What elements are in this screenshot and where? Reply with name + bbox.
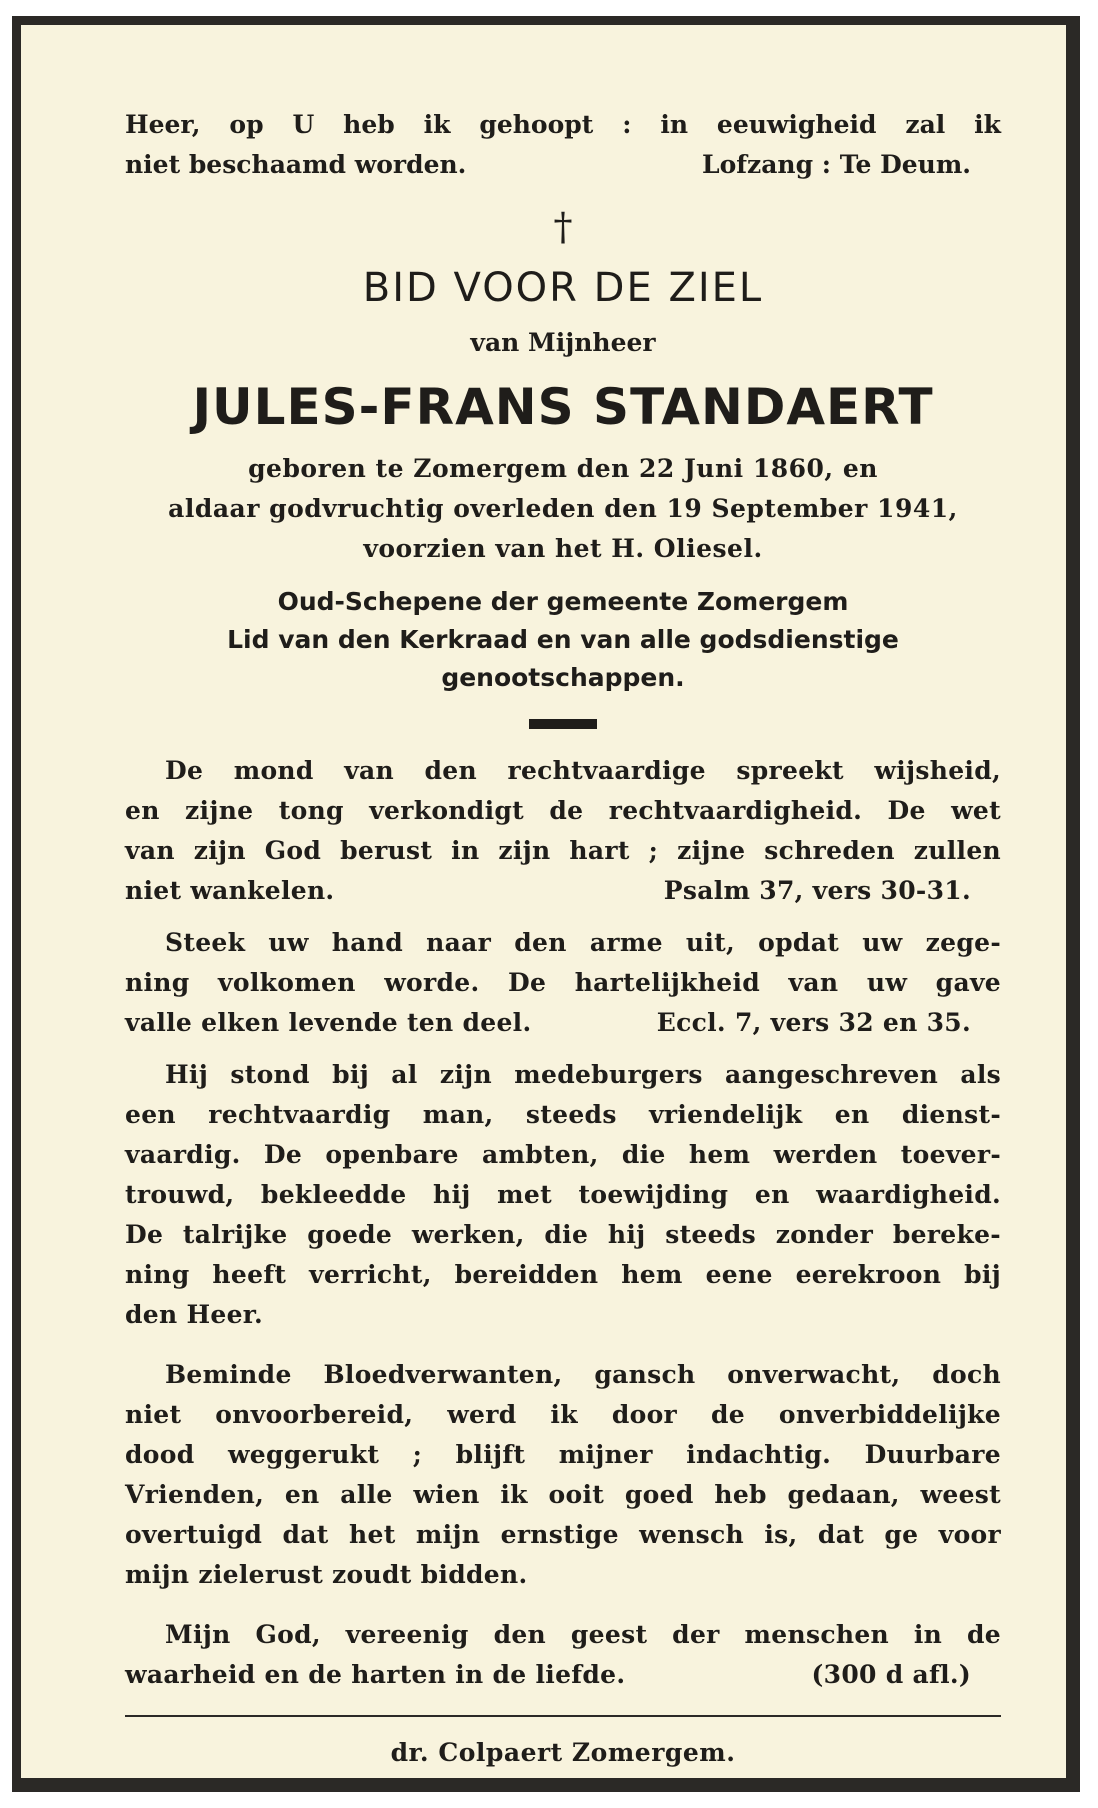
tribute-line: den Heer. <box>125 1300 263 1329</box>
epigraph-line-1 <box>125 105 1001 145</box>
psalm-line-end: niet wankelen. <box>125 876 335 905</box>
prayer-heading: BID VOOR DE ZIEL <box>362 265 764 311</box>
printer-credit: dr. Colpaert Zomergem. <box>390 1738 736 1767</box>
honorific: van Mijnheer <box>470 328 656 357</box>
psalm-line: en zijne tong verkondigt de rechtvaardigheid. De wet <box>125 796 1001 825</box>
tribute-line: vaardig. De openbare ambten, die hem werden toever- <box>125 1140 1001 1169</box>
deceased-name: JULES-FRANS STANDAERT <box>192 378 934 436</box>
prayer-line: Mijn God, vereenig den geest der menschen in de <box>165 1620 1001 1649</box>
tribute-line: een rechtvaardig man, steeds vriendelijk en dienst- <box>125 1100 1001 1129</box>
epigraph-text: Heer, op U heb ik gehoopt : in eeuwigheid zal ik <box>125 110 1001 139</box>
title-line: Lid van den Kerkraad en van alle godsdienstige <box>227 625 899 654</box>
life-dates-line: aldaar godvruchtig overleden den 19 September 1941, <box>168 494 958 523</box>
life-dates-line: geboren te Zomergem den 22 Juni 1860, en <box>248 454 878 483</box>
eccl-line: Steek uw hand naar den arme uit, opdat uw zege- <box>165 928 1001 957</box>
farewell-line: niet onvoorbereid, werd ik door de onverbiddelijke <box>125 1400 1001 1429</box>
ecclesiastes-paragraph <box>125 923 1001 1043</box>
memorial-card <box>12 16 1080 1792</box>
farewell-line: Vrienden, en alle wien ik ooit goed heb gedaan, weest <box>125 1480 1001 1509</box>
title-line: genootschappen. <box>441 663 685 692</box>
psalm-reference: Psalm 37, vers 30-31. <box>663 876 971 905</box>
epigraph <box>125 105 1001 185</box>
farewell-line: overtuigd dat het mijn ernstige wensch is, dat ge voor <box>125 1520 1001 1549</box>
eccl-reference: Eccl. 7, vers 32 en 35. <box>656 1008 971 1037</box>
closing-prayer <box>125 1615 1001 1695</box>
title-line: Oud-Schepene der gemeente Zomergem <box>277 587 849 616</box>
farewell-line: Beminde Bloedverwanten, gansch onverwacht, doch <box>165 1360 1001 1389</box>
tribute-line: Hij stond bij al zijn medeburgers aangeschreven als <box>165 1060 1001 1089</box>
tribute-paragraph <box>125 1055 1001 1335</box>
farewell-line: mijn zielerust zoudt bidden. <box>125 1560 528 1589</box>
tribute-line: trouwd, bekleedde hij met toewijding en waardigheid. <box>125 1180 1001 1209</box>
prayer-line-end: waarheid en de harten in de liefde. <box>125 1660 626 1689</box>
prayer-last-line <box>125 1655 1001 1695</box>
psalm-last-line <box>125 871 1001 911</box>
honorary-titles <box>125 583 1001 697</box>
life-dates-line: voorzien van het H. Oliesel. <box>363 534 763 563</box>
psalm-line: van zijn God berust in zijn hart ; zijne schreden zullen <box>125 836 1001 865</box>
eccl-last-line <box>125 1003 1001 1043</box>
eccl-line: ning volkomen worde. De hartelijkheid van uw gave <box>125 968 1001 997</box>
farewell-paragraph <box>125 1355 1001 1595</box>
tribute-line: De talrijke goede werken, die hij steeds zonder bereke- <box>125 1220 1001 1249</box>
divider-line <box>125 1715 1001 1717</box>
cross-icon: † <box>553 205 573 249</box>
epigraph-line-2 <box>125 145 1001 185</box>
psalm-paragraph <box>125 751 1001 911</box>
psalm-line: De mond van den rechtvaardige spreekt wijsheid, <box>165 756 1001 785</box>
life-dates <box>125 449 1001 569</box>
eccl-line-end: valle elken levende ten deel. <box>125 1008 532 1037</box>
tribute-line: ning heeft verricht, bereidden hem eene eerekroon bij <box>125 1260 1001 1289</box>
indulgence-note: (300 d afl.) <box>811 1660 971 1689</box>
epigraph-text-end: niet beschaamd worden. <box>125 150 467 179</box>
divider-bar <box>529 719 597 729</box>
epigraph-source: Lofzang : Te Deum. <box>702 150 971 179</box>
farewell-line: dood weggerukt ; blijft mijner indachtig. Duurbare <box>125 1440 1001 1469</box>
